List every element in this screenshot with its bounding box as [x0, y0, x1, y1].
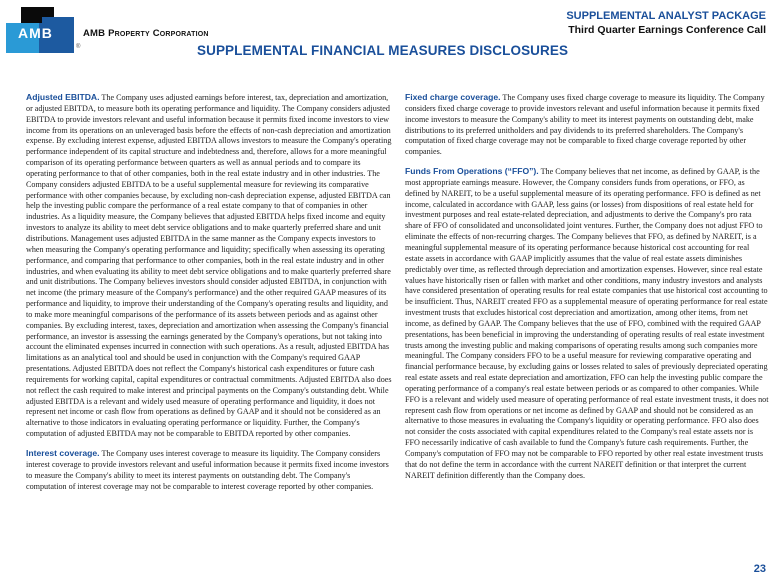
- section-interest-coverage: [26, 448, 392, 492]
- right-column: [405, 92, 769, 490]
- page-title: SUPPLEMENTAL FINANCIAL MEASURES DISCLOSURES: [197, 43, 569, 58]
- amb-logo: [6, 7, 81, 53]
- section-heading: Funds From Operations (“FFO”).: [405, 166, 539, 177]
- package-title: SUPPLEMENTAL ANALYST PACKAGE: [566, 10, 766, 22]
- logo-text: AMB: [18, 25, 53, 41]
- section-heading: Adjusted EBITDA.: [26, 92, 100, 102]
- section-body: The Company believes that net income, as defined by GAAP, is the most appropriate earnings measure. However, the Company considers funds from operations, or FFO, as defined by NAREIT, to be a useful supplemental measure of its operating performance. FFO is defined as net income, calculated in accordance with GAAP, less gains (or losses) from dispositions of real estate held for investment purposes and real estate-related depreciation, and adjustments to derive the Company's pro rata share of FFO of consolidated and unconsolidated joint ventures. Further, the Company does not adjust FFO to eliminate the effects of non-recurring charges. The Company believes that FFO, as defined by NAREIT, is a meaningful supplemental measure of its operating performance because historical cost accounting for real estate assets in accordance with GAAP implicitly assumes that the value of real estate assets diminishes predictably over time, as reflected through depreciation and amortization expenses. However, since real estate values have historically risen or fallen with market and other conditions, many industry investors and analysts have considered presentation of operating results for real estate companies that use historical cost accounting to be insufficient. Thus, NAREIT created FFO as a supplemental measure of operating performance for real estate investment trusts that excludes historical cost depreciation and amortization, among other items, from net income, as defined by GAAP. The Company believes that the use of FFO, combined with the required GAAP presentations, has been beneficial in improving the understanding of operating results of real estate investment trusts among the investing public and making comparisons of operating results among such companies more meaningful. The Company considers FFO to be a useful measure for reviewing comparative operating and financial performance because, by excluding gains or losses related to sales of previously depreciated operating real estate assets and real estate depreciation and amortization, FFO can help the investing public compare the operating performance of a company's real estate between periods or as compared to other companies. While FFO is a relevant and widely used measure of operating performance of real estate investment trusts, it does not represent cash flow from operations or net income as defined by GAAP and should not be considered as an alternative to those measures in evaluating the Company's liquidity or operating performance. FFO also does not consider the costs associated with capital expenditures related to the Company's real estate assets nor is FFO necessarily indicative of cash available to fund the Company's future cash requirements. Further, the Company's computation of FFO may not be comparable to FFO reported by other real estate investment trusts that do not define the term in accordance with the current NAREIT definition or that interpret the current NAREIT definition differently than the Company does.: [405, 167, 769, 480]
- section-heading: Interest coverage.: [26, 448, 100, 458]
- section-body: The Company uses interest coverage to measure its liquidity. The Company considers interest coverage to provide investors relevant and useful information because it permits fixed income investors to measure the Company's ability to meet its interest payments on outstanding debt. The Company's computation of interest coverage may not be comparable to interest coverage reported by other companies.: [26, 449, 389, 491]
- section-ffo: [405, 166, 769, 481]
- package-subtitle: Third Quarter Earnings Conference Call: [568, 24, 766, 36]
- page-number: 23: [753, 563, 766, 575]
- section-body: The Company uses fixed charge coverage to measure its liquidity. The Company considers fixed charge coverage to provide investors relevant and useful information because it permits fixed income investors to measure the Company's ability to meet its interest payments on outstanding debt, make distributions to its preferred unitholders and pay dividends to its preferred shareholders. The Company's computation of fixed charge coverage may not be comparable to fixed charge coverage reported by other companies.: [405, 93, 765, 157]
- section-adjusted-ebitda: [26, 92, 392, 440]
- section-heading: Fixed charge coverage.: [405, 92, 501, 102]
- registered-mark: ®: [76, 44, 81, 50]
- section-fixed-charge-coverage: [405, 92, 769, 158]
- company-name: AMB Property Corporation: [83, 28, 209, 39]
- left-column: [26, 92, 392, 500]
- section-body: The Company uses adjusted earnings before interest, tax, depreciation and amortization, or adjusted EBITDA, to measure both its operating performance and liquidity. The Company considers adjusted EBITDA to provide investors relevant and useful information because it permits fixed income investors to view income from its operations on an unleveraged basis before the effects of non-cash depreciation and amortization expense. By excluding interest expense, adjusted EBITDA allows investors to measure the Company's operating performance independent of its capital structure and indebtedness and, therefore, allows for a more meaningful comparison of its operating performance between quarters as well as annual periods and to compare its operating performance to that of other companies, both in the real estate industry and in other industries. The Company considers adjusted EBITDA to be a useful supplemental measure for reviewing its comparative performance with other companies because, by excluding non-cash depreciation expense, adjusted EBITDA can help the investing public compare the performance of a real estate company to that of companies in other industries. As a liquidity measure, the Company believes that adjusted EBITDA helps fixed income and equity investors to analyze its ability to meet debt service obligations and to make quarterly preferred share and unit distributions. Management uses adjusted EBITDA in the same manner as the Company expects investors to when measuring the Company's operating performance and liquidity; specifically when assessing its operating performance, and comparing that performance to other companies, both in the real estate industry and in other industries, and when evaluating its ability to meet debt service obligations and to make quarterly preferred share and unit distributions. The Company believes investors should consider adjusted EBITDA, in conjunction with net income (the primary measure of the Company's performance) and the other required GAAP measures of its performance and liquidity, to improve their understanding of the Company's operating results and liquidity, and to make more meaningful comparisons of the performance of its assets between periods and as against other companies. By excluding interest, taxes, depreciation and amortization when assessing the Company's financial performance, an investor is assessing the earnings generated by the Company's operations, but not taking into account the eliminated expenses incurred in connection with such operations. As a result, adjusted EBITDA has limitations as an analytical tool and should be used in conjunction with the Company's required GAAP presentations. Adjusted EBITDA does not reflect the Company's historical cash expenditures or future cash requirements for working capital, capital expenditures or contractual commitments. Adjusted EBITDA also does not reflect the cash required to make interest and principal payments on the Company's outstanding debt. While adjusted EBITDA is a relevant and widely used measure of operating performance and liquidity, it does not represent net income or cash flow from operations as defined by GAAP and it should not be considered as an alternative to those indicators in evaluating operating performance or liquidity. Further, the Company's computation of adjusted EBITDA may not be comparable to EBITDA reported by other companies.: [26, 93, 392, 439]
